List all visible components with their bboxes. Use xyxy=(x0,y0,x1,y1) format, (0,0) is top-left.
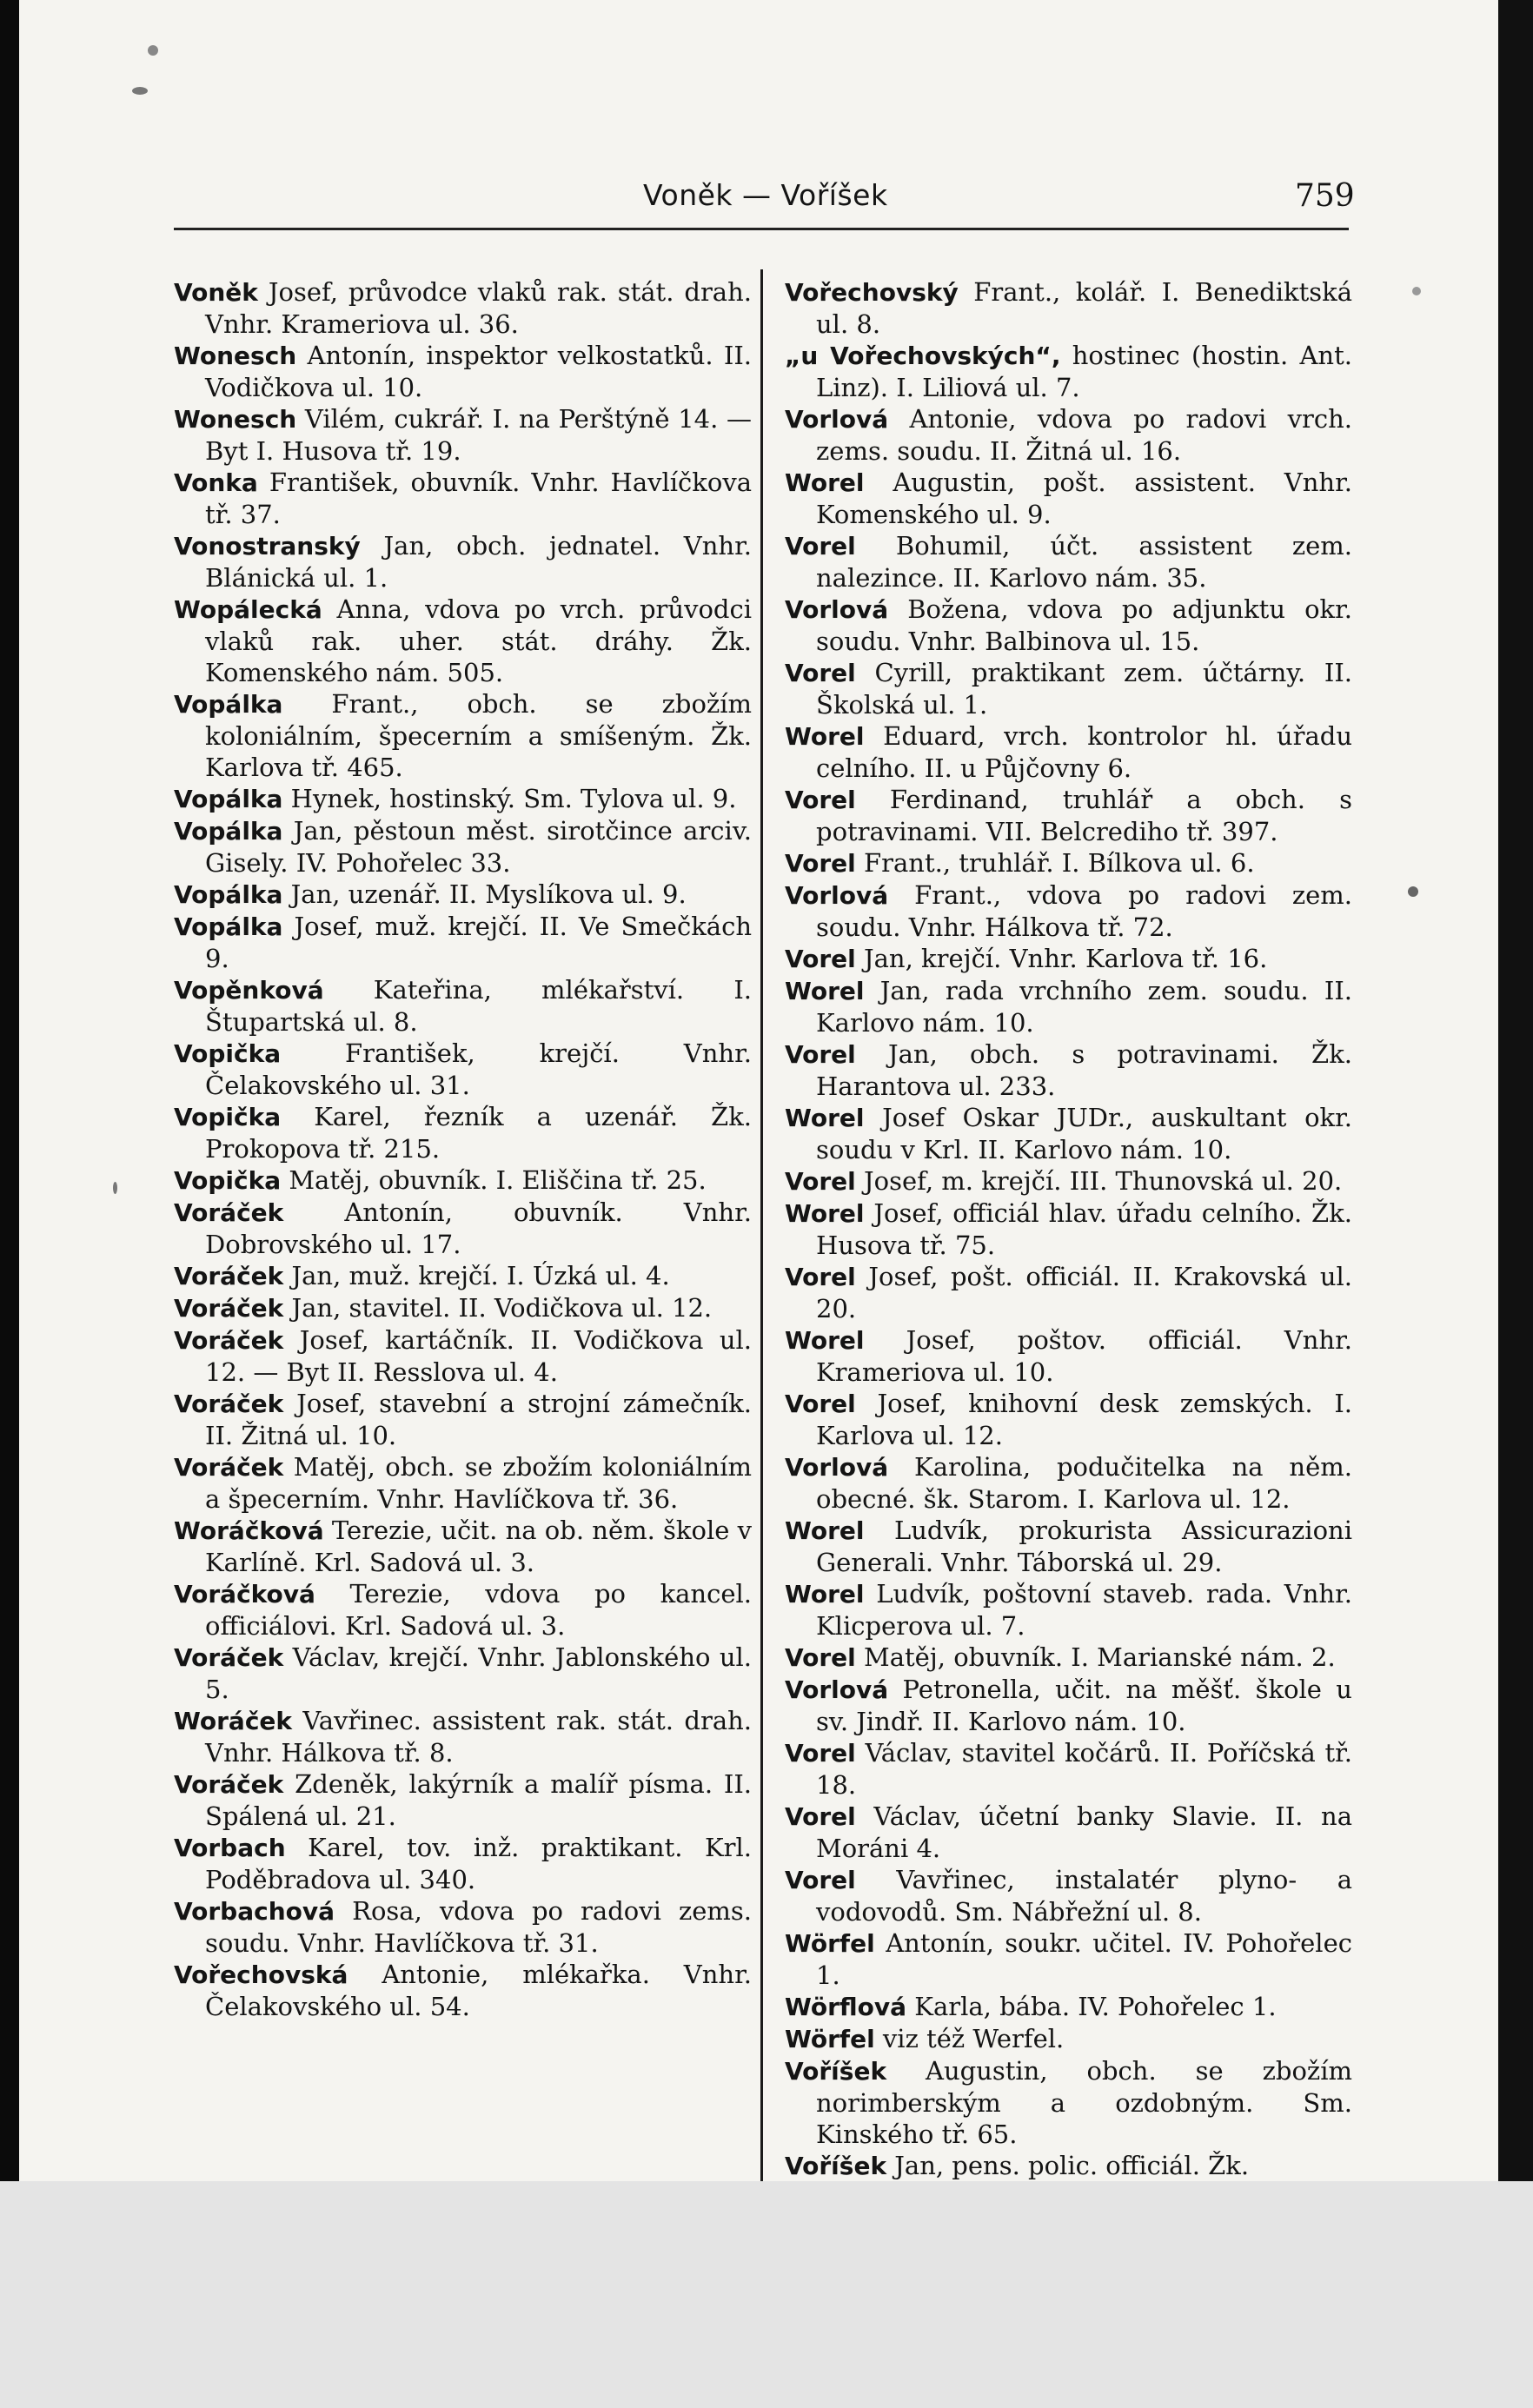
dust-speck xyxy=(1412,287,1421,295)
entry-surname: Woráčková xyxy=(174,1516,324,1545)
directory-entry xyxy=(174,879,752,911)
entry-details: Josef Oskar JUDr., auskultant okr. soudu v Krl. II. Karlovo nám. 10. xyxy=(816,1103,1352,1164)
directory-entry xyxy=(174,594,752,688)
directory-entry xyxy=(174,467,752,530)
entry-details: Matěj, obch. se zbožím koloniálním a špecerním. Vnhr. Havlíčkova tř. 36. xyxy=(205,1452,752,1514)
entry-details: Josef, průvodce vlaků rak. stát. drah. Vnhr. Krameriova ul. 36. xyxy=(205,277,752,339)
entry-details: Jan, stavitel. II. Vodičkova ul. 12. xyxy=(283,1293,713,1323)
page-number: 759 xyxy=(1295,178,1355,214)
directory-entry xyxy=(785,1927,1352,1991)
directory-entry xyxy=(785,1642,1352,1674)
entry-details: Josef, kartáčník. II. Vodičkova ul. 12. — Byt II. Resslova ul. 4. xyxy=(205,1325,752,1387)
directory-entry xyxy=(785,467,1352,530)
entry-surname: Voráček xyxy=(174,1198,284,1227)
entry-surname: Vopička xyxy=(174,1103,282,1131)
entry-surname: Wörfel xyxy=(785,1929,875,1958)
entry-surname: Vorbachová xyxy=(174,1897,335,1926)
entry-details: Ludvík, prokurista Assicurazioni Generali. Vnhr. Táborská ul. 29. xyxy=(816,1516,1352,1577)
entry-details: Josef, poštov. officiál. Vnhr. Krameriova ul. 10. xyxy=(816,1325,1352,1387)
directory-entry xyxy=(174,911,752,974)
entry-details: František, obuvník. Vnhr. Havlíčkova tř. 37. xyxy=(205,468,752,529)
entry-details: Vilém, cukrář. I. na Perštýně 14. — Byt I. Husova tř. 19. xyxy=(205,404,752,466)
dust-speck xyxy=(148,45,158,56)
entry-surname: Vorel xyxy=(785,849,856,878)
directory-entry xyxy=(174,1768,752,1832)
entry-surname: Voráčková xyxy=(174,1580,315,1609)
entry-surname: Vopálka xyxy=(174,880,283,909)
directory-entry xyxy=(174,340,752,403)
entry-surname: Worel xyxy=(785,722,865,751)
directory-entry xyxy=(174,276,752,340)
directory-entry xyxy=(785,784,1352,847)
directory-entry xyxy=(174,1292,752,1324)
directory-entry xyxy=(174,815,752,879)
entry-surname: Worel xyxy=(785,468,865,497)
entry-details: Josef, stavební a strojní zámečník. II. Žitná ul. 10. xyxy=(205,1389,752,1450)
entry-details: Antonie, vdova po radovi vrch. zems. soudu. II. Žitná ul. 16. xyxy=(816,404,1352,466)
entry-details: Jan, krejčí. Vnhr. Karlova tř. 16. xyxy=(855,944,1268,973)
entry-details: Ludvík, poštovní staveb. rada. Vnhr. Klicperova ul. 7. xyxy=(816,1579,1352,1641)
directory-entry xyxy=(785,1578,1352,1642)
directory-entry xyxy=(785,1991,1352,2023)
directory-entry xyxy=(174,1388,752,1451)
running-header: Voněk — Voříšek xyxy=(643,178,888,212)
directory-entry xyxy=(174,530,752,594)
directory-entry xyxy=(785,1197,1352,1261)
directory-entry xyxy=(785,657,1352,720)
entry-details: Josef, m. krejčí. III. Thunovská ul. 20. xyxy=(855,1166,1343,1196)
entry-details: Jan, obch. s potravinami. Žk. Harantova ul. 233. xyxy=(816,1039,1352,1101)
entry-details: Kateřina, mlékařství. I. Štupartská ul. 8. xyxy=(205,975,752,1037)
entry-details: Antonie, mlékařka. Vnhr. Čelakovského ul. 54. xyxy=(205,1960,752,2021)
dust-speck xyxy=(132,87,148,95)
column-divider xyxy=(760,269,763,2181)
directory-entry xyxy=(174,1260,752,1292)
entry-details: Jan, pěstoun měst. sirotčince arciv. Gisely. IV. Pohořelec 33. xyxy=(205,816,752,878)
directory-entry xyxy=(785,530,1352,594)
entry-surname: Worel xyxy=(785,1516,865,1545)
entry-surname: Vorel xyxy=(785,1643,856,1672)
entry-details: Rosa, vdova po radovi zems. soudu. Vnhr. Havlíčkova tř. 31. xyxy=(205,1896,752,1958)
entry-surname: Vorel xyxy=(785,1263,856,1291)
directory-entry xyxy=(174,1895,752,1959)
entry-surname: Voráček xyxy=(174,1294,284,1323)
entry-surname: Vorlová xyxy=(785,881,889,910)
entry-surname: „u Vořechovských“, xyxy=(785,342,1061,370)
entry-details: Augustin, obch. se zbožím norimberským a ozdobným. Sm. Kinského tř. 65. xyxy=(816,2056,1352,2149)
entry-surname: Vorlová xyxy=(785,1453,889,1482)
entry-details: Terezie, vdova po kancel. officiálovi. Krl. Sadová ul. 3. xyxy=(205,1579,752,1641)
entry-surname: Wonesch xyxy=(174,342,297,370)
directory-entry xyxy=(174,1642,752,1705)
entry-surname: Vorbach xyxy=(174,1834,286,1862)
directory-entry xyxy=(785,276,1352,340)
directory-entry xyxy=(174,1515,752,1578)
entry-surname: Vopálka xyxy=(174,817,283,846)
directory-entry xyxy=(174,1101,752,1164)
directory-entry xyxy=(174,783,752,815)
directory-entry xyxy=(785,340,1352,403)
directory-entry xyxy=(785,943,1352,975)
directory-entry xyxy=(174,1959,752,2022)
entry-surname: Vořechovská xyxy=(174,1960,348,1989)
directory-entry xyxy=(785,1038,1352,1102)
entry-details: Jan, obch. jednatel. Vnhr. Blánická ul. 1. xyxy=(205,531,752,593)
directory-entry xyxy=(785,720,1352,784)
entry-details: Václav, krejčí. Vnhr. Jablonského ul. 5. xyxy=(205,1642,752,1704)
entry-details: viz též Werfel. xyxy=(874,2024,1065,2053)
left-column xyxy=(174,276,752,2022)
directory-entry xyxy=(785,2150,1352,2182)
entry-details: Zdeněk, lakýrník a malíř písma. II. Spálená ul. 21. xyxy=(205,1769,752,1831)
directory-entry xyxy=(785,847,1352,879)
entry-surname: Voráček xyxy=(174,1770,284,1799)
entry-details: Josef, pošt. officiál. II. Krakovská ul. 20. xyxy=(816,1262,1352,1323)
entry-surname: Voráček xyxy=(174,1453,284,1482)
entry-details: Karolina, podučitelka na něm. obecné. šk. Starom. I. Karlova ul. 12. xyxy=(816,1452,1352,1514)
entry-surname: Vopička xyxy=(174,1166,282,1195)
entry-surname: Vopěnková xyxy=(174,976,324,1005)
entry-details: Václav, účetní banky Slavie. II. na Moráni 4. xyxy=(816,1801,1352,1863)
entry-surname: Voráček xyxy=(174,1262,284,1290)
entry-surname: Woráček xyxy=(174,1707,293,1735)
header-rule xyxy=(174,228,1349,230)
directory-entry xyxy=(785,1324,1352,1388)
entry-details: Václav, stavitel kočárů. II. Poříčská tř. 18. xyxy=(816,1738,1352,1800)
entry-surname: Worel xyxy=(785,1580,865,1609)
entry-surname: Voříšek xyxy=(785,2152,887,2180)
entry-details: Cyrill, praktikant zem. účtárny. II. Školská ul. 1. xyxy=(816,658,1352,720)
entry-details: Ferdinand, truhlář a obch. s potravinami. VII. Belcrediho tř. 397. xyxy=(816,785,1352,846)
directory-entry xyxy=(785,1451,1352,1515)
entry-surname: Worel xyxy=(785,977,865,1005)
entry-surname: Vorel xyxy=(785,1866,856,1894)
directory-entry xyxy=(785,1388,1352,1451)
entry-surname: Vorel xyxy=(785,1739,856,1768)
entry-surname: Voráček xyxy=(174,1326,284,1355)
left-margin-strip xyxy=(0,0,19,2181)
entry-surname: Vorel xyxy=(785,659,856,687)
entry-surname: Vonka xyxy=(174,468,258,497)
directory-entry xyxy=(785,1801,1352,1864)
entry-details: Matěj, obuvník. I. Eliščina tř. 25. xyxy=(281,1165,707,1195)
entry-details: Anna, vdova po vrch. průvodci vlaků rak. uher. stát. dráhy. Žk. Komenského nám. 505. xyxy=(205,594,752,687)
entry-details: Bohumil, účt. assistent zem. nalezince. II. Karlovo nám. 35. xyxy=(816,531,1352,593)
entry-details: Josef, officiál hlav. úřadu celního. Žk. Husova tř. 75. xyxy=(816,1198,1352,1260)
directory-entry xyxy=(785,1261,1352,1324)
entry-details: Karla, bába. IV. Pohořelec 1. xyxy=(906,1992,1277,2021)
directory-entry xyxy=(174,1324,752,1388)
entry-details: Frant., vdova po radovi zem. soudu. Vnhr. Hálkova tř. 72. xyxy=(816,880,1352,942)
entry-details: Jan, muž. krejčí. I. Úzká ul. 4. xyxy=(283,1261,670,1290)
entry-surname: Vorel xyxy=(785,1040,856,1069)
entry-details: Matěj, obuvník. I. Marianské nám. 2. xyxy=(855,1642,1336,1672)
directory-entry xyxy=(785,1674,1352,1737)
entry-details: Jan, pens. polic. officiál. Žk. xyxy=(886,2151,1250,2180)
directory-entry xyxy=(785,879,1352,943)
entry-details: Karel, řezník a uzenář. Žk. Prokopova tř. 215. xyxy=(205,1102,752,1164)
entry-details: hostinec (hostin. Ant. Linz). I. Liliová ul. 7. xyxy=(816,341,1352,402)
entry-details: Josef, knihovní desk zemských. I. Karlova ul. 12. xyxy=(816,1389,1352,1450)
entry-surname: Worel xyxy=(785,1199,865,1228)
entry-details: Antonín, inspektor velkostatků. II. Vodičkova ul. 10. xyxy=(205,341,752,402)
entry-details: Frant., obch. se zbožím koloniálním, špecerním a smíšeným. Žk. Karlova tř. 465. xyxy=(205,689,752,782)
entry-details: Karel, tov. inž. praktikant. Krl. Poděbradova ul. 340. xyxy=(205,1833,752,1894)
directory-entry xyxy=(785,403,1352,467)
entry-details: Augustin, pošt. assistent. Vnhr. Komenského ul. 9. xyxy=(816,468,1352,529)
entry-surname: Vorlová xyxy=(785,405,889,434)
directory-entry xyxy=(785,1165,1352,1197)
entry-surname: Vorlová xyxy=(785,1675,889,1704)
entry-surname: Vonostranský xyxy=(174,532,361,561)
entry-details: Hynek, hostinský. Sm. Tylova ul. 9. xyxy=(282,784,737,813)
directory-entry xyxy=(174,403,752,467)
entry-surname: Voněk xyxy=(174,278,258,307)
entry-surname: Vorel xyxy=(785,1167,856,1196)
entry-details: Josef, muž. krejčí. II. Ve Smečkách 9. xyxy=(205,912,752,973)
entry-surname: Vorlová xyxy=(785,595,889,624)
directory-entry xyxy=(174,688,752,783)
directory-entry xyxy=(785,594,1352,657)
entry-surname: Vorel xyxy=(785,786,856,814)
directory-entry xyxy=(785,1515,1352,1578)
entry-surname: Vorel xyxy=(785,1390,856,1418)
empty-canvas-area xyxy=(0,2181,1533,2408)
entry-details: František, krejčí. Vnhr. Čelakovského ul. 31. xyxy=(205,1038,752,1100)
directory-entry xyxy=(174,974,752,1038)
entry-surname: Voráček xyxy=(174,1643,284,1672)
entry-surname: Wörflová xyxy=(785,1993,907,2021)
entry-surname: Vořechovský xyxy=(785,278,959,307)
directory-entry xyxy=(785,975,1352,1038)
directory-entry xyxy=(174,1451,752,1515)
dust-speck xyxy=(1408,886,1418,897)
entry-details: Vavřinec, instalatér plyno- a vodovodů. Sm. Nábřežní ul. 8. xyxy=(816,1865,1352,1927)
entry-surname: Wopálecká xyxy=(174,595,322,624)
entry-surname: Worel xyxy=(785,1104,865,1132)
entry-details: Jan, uzenář. II. Myslíkova ul. 9. xyxy=(282,879,687,909)
directory-entry xyxy=(785,1102,1352,1165)
entry-details: Vavřinec. assistent rak. stát. drah. Vnhr. Hálkova tř. 8. xyxy=(205,1706,752,1768)
entry-details: Jan, rada vrchního zem. soudu. II. Karlovo nám. 10. xyxy=(816,976,1352,1038)
entry-details: Božena, vdova po adjunktu okr. soudu. Vnhr. Balbinova ul. 15. xyxy=(816,594,1352,656)
dust-speck xyxy=(113,1182,117,1194)
entry-details: Frant., truhlář. I. Bílkova ul. 6. xyxy=(855,848,1255,878)
directory-entry xyxy=(174,1038,752,1101)
directory-entry xyxy=(785,2023,1352,2055)
entry-surname: Worel xyxy=(785,1326,865,1355)
entry-surname: Wörfel xyxy=(785,2025,875,2053)
entry-details: Frant., kolář. I. Benediktská ul. 8. xyxy=(816,277,1352,339)
directory-entry xyxy=(174,1832,752,1895)
entry-surname: Vorel xyxy=(785,1802,856,1831)
entry-surname: Vopálka xyxy=(174,690,283,719)
entry-surname: Vopálka xyxy=(174,912,283,941)
entry-surname: Wonesch xyxy=(174,405,297,434)
directory-entry xyxy=(174,1197,752,1260)
directory-entry xyxy=(785,1737,1352,1801)
directory-entry xyxy=(174,1164,752,1197)
entry-details: Antonín, soukr. učitel. IV. Pohořelec 1. xyxy=(816,1928,1352,1990)
entry-surname: Voráček xyxy=(174,1390,284,1418)
directory-entry xyxy=(785,1864,1352,1927)
directory-entry xyxy=(785,2055,1352,2150)
right-column xyxy=(785,276,1352,2182)
entry-details: Antonín, obuvník. Vnhr. Dobrovského ul. 17. xyxy=(205,1197,752,1259)
entry-details: Eduard, vrch. kontrolor hl. úřadu celního. II. u Půjčovny 6. xyxy=(816,721,1352,783)
entry-surname: Voříšek xyxy=(785,2057,887,2086)
directory-entry xyxy=(174,1705,752,1768)
entry-details: Petronella, učit. na měšť. škole u sv. Jindř. II. Karlovo nám. 10. xyxy=(816,1675,1352,1736)
directory-entry xyxy=(174,1578,752,1642)
right-margin-strip xyxy=(1498,0,1533,2181)
entry-surname: Vorel xyxy=(785,532,856,561)
entry-surname: Vorel xyxy=(785,945,856,973)
entry-details: Terezie, učit. na ob. něm. škole v Karlíně. Krl. Sadová ul. 3. xyxy=(205,1516,752,1577)
entry-surname: Vopička xyxy=(174,1039,282,1068)
entry-surname: Vopálka xyxy=(174,785,283,813)
